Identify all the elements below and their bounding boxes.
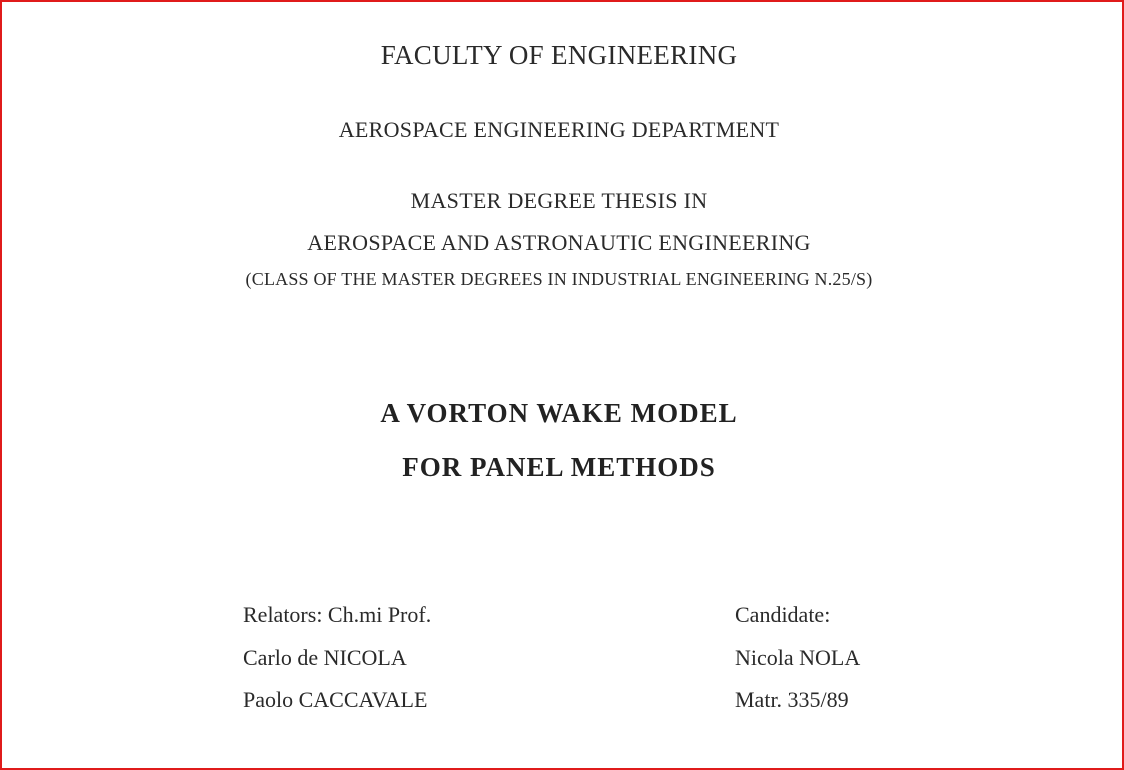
relators-label: Relators: Ch.mi Prof. xyxy=(243,602,432,627)
degree-line-2: AEROSPACE AND ASTRONAUTIC ENGINEERING xyxy=(307,230,811,255)
candidate-name: Nicola NOLA xyxy=(735,644,861,670)
department-heading: AEROSPACE ENGINEERING DEPARTMENT xyxy=(338,117,780,142)
relators-block xyxy=(243,602,431,730)
thesis-title-line-1: A VORTON WAKE MODEL xyxy=(380,398,738,428)
candidate-matriculation: Matr. 335/89 xyxy=(735,687,849,712)
thesis-title-line-2: FOR PANEL METHODS xyxy=(402,452,716,482)
relator-name: Carlo de NICOLA xyxy=(243,644,407,670)
degree-class-line: (CLASS OF THE MASTER DEGREES IN INDUSTRIAL ENGINEERING N.25/S) xyxy=(245,269,873,289)
faculty-heading: FACULTY OF ENGINEERING xyxy=(380,40,738,70)
degree-line-1: MASTER DEGREE THESIS IN xyxy=(410,188,708,213)
candidate-block xyxy=(735,602,860,730)
relator-name: Paolo CACCAVALE xyxy=(243,687,428,712)
candidate-label: Candidate: xyxy=(735,602,831,627)
